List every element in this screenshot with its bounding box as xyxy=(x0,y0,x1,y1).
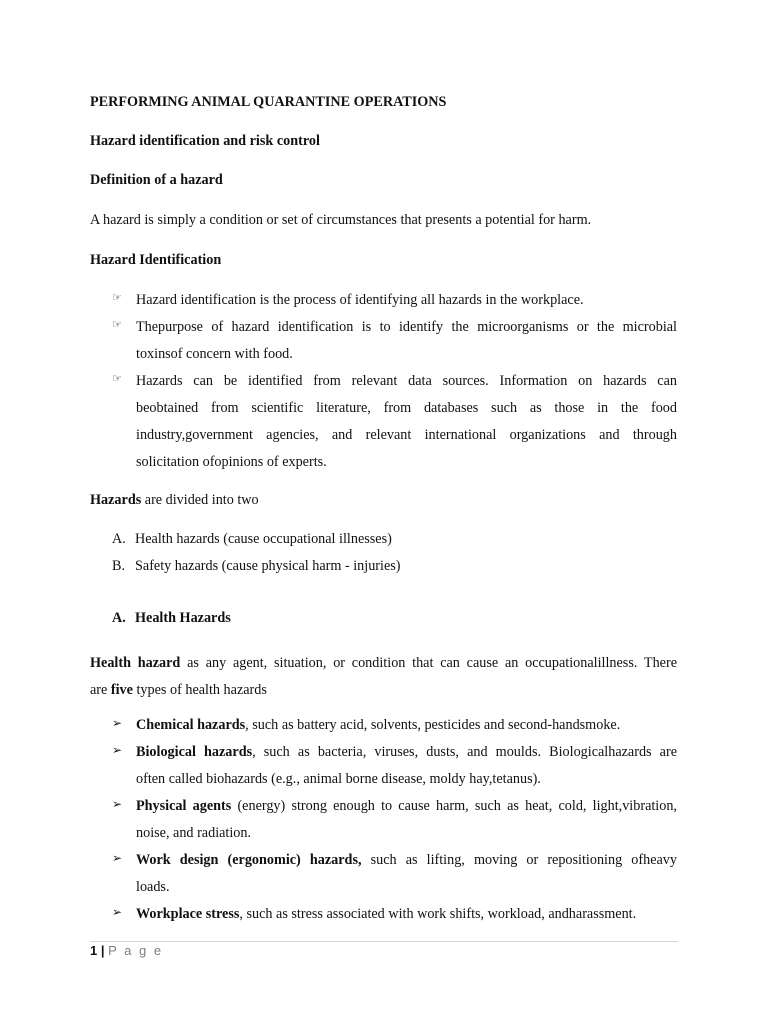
hazard-type-desc: such as lifting, moving or repositioning ofheavy xyxy=(361,852,677,868)
arrowhead-icon: ➢ xyxy=(112,716,123,730)
identification-heading: Hazard Identification xyxy=(90,252,222,268)
hazard-type-desc: (energy) strong enough to cause harm, such as heat, cold, light,vibration, xyxy=(231,798,677,814)
footer-separator: | xyxy=(97,943,109,958)
category-letter: A. xyxy=(112,531,126,547)
bullet-line: solicitation ofopinions of experts. xyxy=(136,454,327,470)
bullet-line: toxinsof concern with food. xyxy=(136,346,293,362)
bullet-line: Hazards can be identified from relevant data sources. Information on hazards can xyxy=(136,373,677,389)
arrowhead-icon: ➢ xyxy=(112,851,123,865)
bullet-line: Hazard identification is the process of identifying all hazards in the workplace. xyxy=(136,292,584,308)
hazard-type-desc: noise, and radiation. xyxy=(136,825,252,841)
hazard-type-desc: , such as stress associated with work shifts, workload, andharassment. xyxy=(239,906,637,922)
category-text: Health hazards (cause occupational illnesses) xyxy=(135,531,392,547)
pointing-hand-icon: ☞ xyxy=(112,318,122,331)
category-text: Safety hazards (cause physical harm - injuries) xyxy=(135,558,401,574)
section-subtitle: Hazard identification and risk control xyxy=(90,133,320,149)
health-hazard-paragraph xyxy=(90,650,677,704)
arrowhead-icon: ➢ xyxy=(112,797,123,811)
category-letter: B. xyxy=(112,558,126,574)
hazard-type-name: Workplace stress xyxy=(136,906,240,922)
category-item xyxy=(112,558,401,575)
hazard-type-desc: often called biohazards (e.g., animal borne disease, moldy hay,tetanus). xyxy=(136,771,541,787)
hazard-type-name: Physical agents xyxy=(136,798,232,814)
definition-heading: Definition of a hazard xyxy=(90,172,223,188)
pointing-hand-icon: ☞ xyxy=(112,372,122,385)
section-title: Health Hazards xyxy=(135,610,231,626)
page-word: P a g e xyxy=(108,943,164,958)
hazard-type-name: Chemical hazards xyxy=(136,717,246,733)
bullet-line: beobtained from scientific literature, from databases such as those in the food xyxy=(136,400,677,416)
bullet-line: Thepurpose of hazard identification is to identify the microorganisms or the microbial xyxy=(136,319,677,335)
definition-text: A hazard is simply a condition or set of circumstances that presents a potential for harm. xyxy=(90,212,592,228)
arrowhead-icon: ➢ xyxy=(112,743,123,757)
page-number: 1 xyxy=(90,943,98,958)
hazard-type-name: Biological hazards xyxy=(136,744,253,760)
health-hazard-term: Health hazard xyxy=(90,655,181,671)
arrowhead-icon: ➢ xyxy=(112,905,123,919)
hazards-label: Hazards xyxy=(90,492,142,508)
health-hazard-definition: as any agent, situation, or condition that can cause an occupationalillness. There xyxy=(180,655,677,671)
section-letter: A. xyxy=(112,610,126,626)
hazard-type-desc: loads. xyxy=(136,879,170,895)
hazard-type-name: Work design (ergonomic) hazards, xyxy=(136,852,362,868)
hazards-divided-rest: are divided into two xyxy=(141,492,259,508)
footer-divider xyxy=(90,941,678,942)
health-count: five xyxy=(110,682,133,698)
hazard-type-desc: , such as bacteria, viruses, dusts, and moulds. Biologicalhazards are xyxy=(252,744,677,760)
page-footer xyxy=(90,943,163,958)
section-heading xyxy=(112,610,231,627)
health-line2-rest: types of health hazards xyxy=(132,682,267,698)
pointing-hand-icon: ☞ xyxy=(112,291,122,304)
bullet-line: industry,government agencies, and relevant international organizations and through xyxy=(136,427,677,443)
hazard-type-desc: , such as battery acid, solvents, pesticides and second-handsmoke. xyxy=(245,717,621,733)
hazards-divided-text xyxy=(90,492,259,509)
document-title: PERFORMING ANIMAL QUARANTINE OPERATIONS xyxy=(90,94,447,110)
category-item xyxy=(112,531,392,548)
health-line2-pre: are xyxy=(90,682,111,698)
